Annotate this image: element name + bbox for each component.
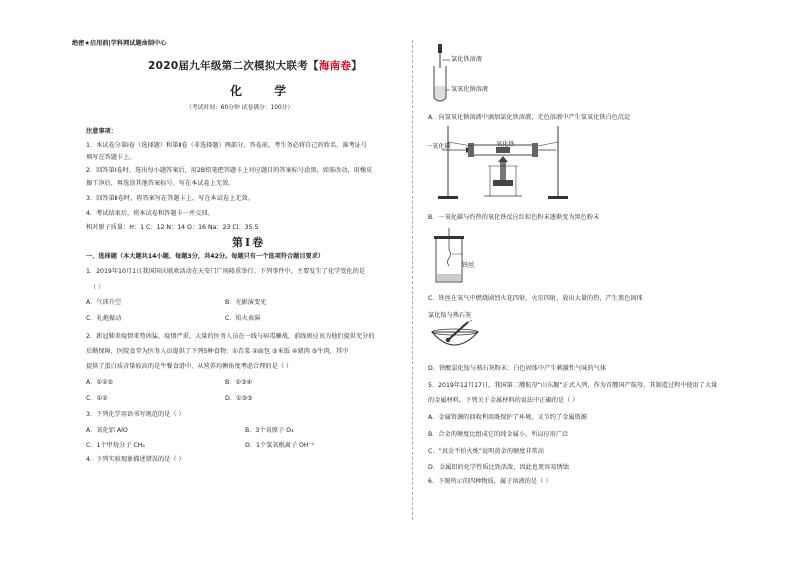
q2-stem-2: 后勤保障，医院食堂为医务人员提供了下列5种食物：①青菜 ②面包 ③米饭 ④猪肉 ⑤牛肉，其中 xyxy=(86,348,349,355)
q4-option-d: D．铁酸氯化铵与熟石灰粉末：白色固体中产生刺激性气味的气体 xyxy=(428,365,607,372)
mortar-diagram xyxy=(428,320,488,356)
q3-option-c: C．1个甲烷分子 CH₄ xyxy=(86,442,145,449)
q4-option-a: A．向氢氧化钠溶液中滴加氯化铁溶液，无色溶液中产生氢氧化铁白色沉淀 xyxy=(428,114,631,121)
label-ammonium-lime: 氯化铵与熟石灰 xyxy=(428,312,472,319)
q5-stem-1: 5．2019年12月17日，我国第二艘航母“山东舰”正式入列，作为首艘国产航母，其制造过程中使用了大量 xyxy=(428,382,718,389)
dropper-icon xyxy=(438,44,442,68)
note-line-6: 4．考试结束后，将本试卷和答题卡一并交回。 xyxy=(86,210,214,217)
q5-option-c: C．“真金不怕火炼”说明黄金的硬度非常高 xyxy=(428,448,544,455)
q5-stem-2: 的金属材料，下列关于金属材料的说法中正确的是（ ） xyxy=(428,397,579,404)
title-region: 海南卷 xyxy=(318,60,352,72)
title-end: 】 xyxy=(351,60,363,72)
note-line-7: 相对原子质量：H：1 C：12 N：14 O：16 Na：23 Cl：35.5 xyxy=(86,224,259,231)
q5-option-b: B．合金的硬度比组成它的纯金属小，所以应用广泛 xyxy=(428,431,569,438)
q2-option-a: A．①②⑤ xyxy=(86,379,114,386)
note-line-1: 1．本试卷分第Ⅰ卷（选择题）和第Ⅱ卷（非选择题）两部分。答卷前，考生务必将自己的姓名、准考证号 xyxy=(86,142,368,149)
q4-option-c: C．铁丝在氧气中燃烧剧烈火花四射、火星四射，放出大量的热，产生黑色固体 xyxy=(428,295,643,302)
q1-option-c: C．礼炮振动 xyxy=(86,315,122,322)
column-divider xyxy=(412,40,413,520)
q1-option-b: B．光影演变光 xyxy=(225,299,267,306)
q3-option-d: D．1个氢氧根离子 OH⁻¹ xyxy=(245,442,315,449)
q2-option-d: D．①③⑤ xyxy=(225,395,253,402)
q2-option-c: C．①② xyxy=(86,395,108,402)
q5-option-d: D．金属铝的化学性质比铁活泼，因此也更容易锈蚀 xyxy=(428,464,569,471)
burner-icon xyxy=(493,156,513,186)
q5-option-a: A．金属资源的回收利用既保护了环境，又节约了金属资源 xyxy=(428,414,587,421)
note-line-4: 擦干净后，再选涂其他答案标号。写在本试卷上无效。 xyxy=(86,180,235,187)
q4-stem: 4．下列实验现象描述错误的是（ ） xyxy=(86,456,185,463)
secret-label: 绝密★启用前|学科网试题命制中心 xyxy=(72,40,167,47)
q2-option-b: B．①③④ xyxy=(225,379,253,386)
q2-stem-1: 2．新冠肺炎疫情来势凶猛，疫情严重，大量的医务人员在一线与病毒鏖战，前线则应该为他们提供充分的 xyxy=(86,333,375,340)
label-iron-oxide: 氧化铁 xyxy=(496,141,515,148)
q3-option-a: A．氧化铝 AlO xyxy=(86,427,128,434)
label-carbon-monoxide: 一氧化碳 xyxy=(426,143,451,150)
test-tube-icon xyxy=(434,66,446,101)
mortar-icon xyxy=(432,329,478,345)
test-tube-diagram xyxy=(428,42,508,106)
note-line-5: 3．回答第Ⅱ卷时，将答案写在答题卡上。写在本试卷上无效。 xyxy=(86,195,254,202)
co-reduction-apparatus xyxy=(428,126,578,206)
q3-option-b: B．3个氧原子 O₃ xyxy=(245,427,294,434)
label-ferric-chloride: 氯化铁溶液 xyxy=(451,56,482,63)
label-iron-wire: 铁丝 xyxy=(462,262,475,269)
section-title: 第Ⅰ卷 xyxy=(232,236,266,249)
q4-option-b: B．一氧化碳与灼热的氧化铁反应红棕色粉末逐渐变为黑色粉末 xyxy=(428,214,600,221)
subject-title: 化 学 xyxy=(230,84,301,98)
note-line-3: 2．回答第Ⅰ卷时，选出每小题答案后，用2B铅笔把答题卡上对应题目的答案标号涂黑。如需改动，用橡皮 xyxy=(86,167,373,174)
q3-stem: 3．下列化学用语书写规范的是（ ） xyxy=(86,411,185,418)
q1-option-d: C．焰火表演 xyxy=(225,315,261,322)
notes-heading: 注意事项： xyxy=(86,128,117,135)
section-instruction: 一、选择题（本大题共14小题，每题3分，共42分。每题只有一个选项符合题目要求） xyxy=(86,253,325,260)
title-main: 2020届九年级第二次模拟大联考【 xyxy=(148,60,319,72)
q2-stem-3: 提供了蛋白质含量较高的是牛餐食谱中，从营养均衡角度考虑合理的是（ ） xyxy=(86,363,293,370)
q1-stem: 1．2019年10月1日我国国庆联欢活动在天安门广场隆重举行。下列事件中，主要发生了化学变化的是 xyxy=(86,268,365,275)
exam-info: （考试时间：60分钟 试卷满分：100分） xyxy=(186,105,294,111)
page-title xyxy=(148,60,362,73)
q1-paren: （ ） xyxy=(90,284,105,291)
label-sodium-hydroxide: 氢氧化钠溶液 xyxy=(451,86,489,93)
q1-option-a: A．气球升空 xyxy=(86,299,122,306)
iron-wire-diagram xyxy=(432,228,492,286)
q6-stem: 6．下图所示的四种物质，属于溶液的是（ ） xyxy=(428,478,552,485)
note-line-2: 填写在答题卡上。 xyxy=(86,154,136,161)
